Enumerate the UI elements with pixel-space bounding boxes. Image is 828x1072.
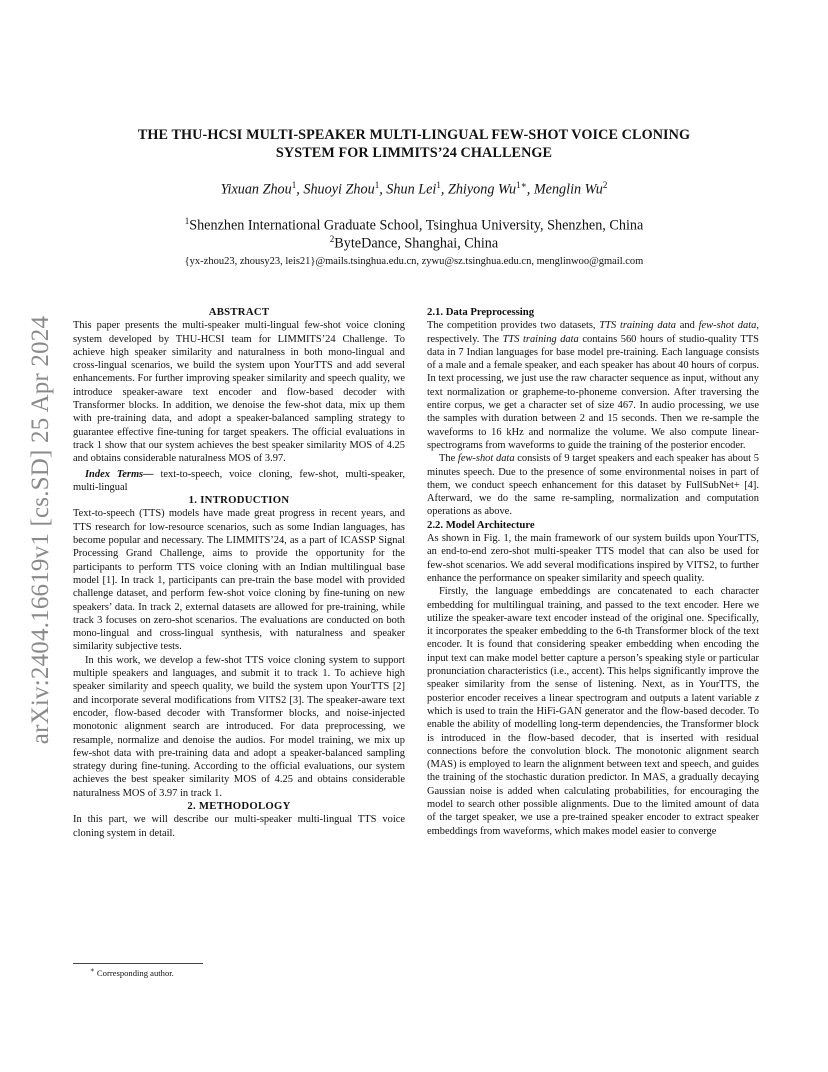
- dataset-name: few-shot data: [457, 453, 515, 465]
- affiliation-1: [74, 216, 754, 235]
- dataset-name: TTS training data: [502, 333, 579, 345]
- methodology-heading: 2. METHODOLOGY: [187, 799, 291, 812]
- author-mark: 1∗: [516, 180, 527, 190]
- index-terms: [73, 468, 405, 495]
- author-emails: {yx-zhou23, zhousy23, leis21}@mails.tsinghua.edu.cn, zywu@sz.tsinghua.edu.cn, menglinwoo@gmail.com: [184, 256, 644, 267]
- author-list: Yixuan Zhou$^1$, Shuoyi Zhou$^1$, Shun Lei$^1$, Zhiyong $Wu^{1∗}$, Menglin Wu$^2$: [220, 180, 608, 198]
- arxiv-id[interactable]: arXiv:2404.16619v1 [cs.SD] 25 Apr 2024: [27, 315, 54, 745]
- data-preprocessing-paragraph: [427, 452, 759, 518]
- abstract-heading: ABSTRACT: [208, 306, 270, 318]
- affiliation-mark: 1: [184, 216, 190, 226]
- intro-paragraph: Text-to-speech (TTS) models have made great progress in recent years, and TTS research for low-resource scenarios, such as some Indian languages, has become popular and necessary. The LIMMITS’24, as a part of ICASSP Signal Processing Grand Challenge, aims to provide the opportunity for the participants to perform TTS voice cloning with an Indian multilingual base model [1]. In track 1, participants can pre-train the base model with provided challenge dataset, and perform few-shot voice cloning by fine-tuning on new speakers’ data. In track 2, external datasets are allowed for pre-training, while track 3 focuses on zero-shot scenarios. The evaluations are conducted on both mono-lingual and cross-lingual synthesis, with naturalness and speaker similarity subjective tests.: [73, 508, 405, 653]
- affiliation-2: [74, 234, 754, 253]
- index-terms-text: text-to-speech, voice cloning, few-shot, multi-speaker, multi-lingual: [73, 468, 405, 493]
- affiliation-text: ByteDance, Shanghai, China: [334, 235, 499, 252]
- data-preprocessing-paragraph: [427, 319, 759, 452]
- model-architecture-heading: 2.2. Model Architecture: [427, 518, 535, 531]
- model-architecture-paragraph: [427, 585, 759, 838]
- footnote-mark: ∗: [90, 966, 95, 974]
- footnote-rule: [73, 963, 203, 964]
- footnote: [90, 966, 174, 978]
- data-preprocessing-heading: 2.1. Data Preprocessing: [427, 306, 535, 318]
- intro-paragraph: In this work, we develop a few-shot TTS voice cloning system to support multiple speakers and languages, and submit it to track 1. To achieve high speaker similarity and speech quality, we build the system upon YourTTS [2] and incorporate several modifications from VITS2 [3]. The speaker-aware text encoder, flow-based decoder with Transformer blocks, and noise-injected monotonic alignment search are introduced. For data preprocessing, we resample, normalize and denoise the audios. For model training, we mix up few-shot data with pre-training data and adopt a speaker-balanced sampling strategy during fine-tuning. According to the official evaluations, our system achieves the best speaker similarity MOS of 4.25 and obtains considerable naturalness MOS of 3.97 in track 1.: [73, 654, 405, 799]
- affiliation-mark: 2: [329, 234, 335, 244]
- model-architecture-paragraph: As shown in Fig. 1, the main framework of our system builds upon YourTTS, an end-to-end zero-shot multi-speaker TTS model that can also be used for few-shot scenarios. We add several modifications inspired by VITS2, to further enhance the performance on speaker similarity and speech quality.: [427, 533, 759, 584]
- text-run: contains 560 hours of studio-quality TTS data in 7 Indian languages for base model pre-training. Each language consists of a male and a female speaker, and each speaker has about 40 hours of corpus. In text processing, we just use the raw character sequence as input, without any text normalization or grapheme-to-phoneme conversion. After traversing the entire corpus, we get a character set of size 467. In audio processing, we use the samples with duration between 2 and 15 seconds. Then we re-sample the waveforms to 16 kHz and normalize the volume. We also compute linear-spectrograms from waveforms to guide the training of the posterior encoder.: [427, 333, 759, 451]
- author: Shun Lei: [386, 181, 437, 198]
- text-run: and: [675, 320, 699, 332]
- abstract-text: This paper presents the multi-speaker multi-lingual few-shot voice cloning system developed by THU-HCSI team for LIMMITS’24 Challenge. To achieve high speaker similarity and naturalness in both mono-lingual and cross-lingual scenarios, we build the system upon YourTTS and add several enhancements. For further improving speaker similarity and speech quality, we introduce speaker-aware text encoder and flow-based decoder with Transformer blocks. In addition, we denoise the few-shot data, mix up them with pre-training data, and adopt a speaker-balanced sampling strategy to guarantee effective fine-tuning for target speakers. The official evaluations in track 1 show that our system achieves the best speaker similarity MOS of 4.25 and obtains considerable naturalness MOS of 3.97.: [73, 320, 405, 465]
- paper-title: [74, 126, 754, 162]
- author-mark: 2: [602, 180, 608, 190]
- dataset-name: TTS training data: [599, 320, 676, 332]
- text-run: The: [439, 453, 458, 465]
- text-run: , respectively. The: [427, 320, 759, 345]
- dataset-name: few-shot data: [698, 320, 757, 332]
- methodology-paragraph: In this part, we will describe our multi-speaker multi-lingual TTS voice cloning system in detail.: [73, 814, 405, 839]
- intro-heading: 1. INTRODUCTION: [188, 494, 290, 507]
- text-run: The competition provides two datasets,: [427, 320, 600, 332]
- left-column: [73, 306, 405, 840]
- right-column: [427, 306, 759, 838]
- author: Menglin Wu: [533, 181, 603, 198]
- author-mark: 1: [436, 180, 441, 190]
- title-line-2: SYSTEM FOR LIMMITS’24 CHALLENGE: [275, 145, 553, 161]
- index-terms-label: Index Terms—: [85, 468, 154, 480]
- text-run: Firstly, the language embeddings are concatenated to each character embedding for multilingual training, and passed to the text encoder. Here we utilize the speaker-aware text encoder instead of the original one. Specifically, it incorporates the speaker embedding to the 6-th Transformer block of the text encoder. It is found that considering speaker embedding when encoding the input text can make model better capture a person’s speaking style or particular pronunciation characteristics (i.e., accent). This helps significantly improve the speaker similarity from the sense of listening. Next, as in YourTTS, the posterior encoder receives a linear spectrogram and outputs a latent variable: [427, 586, 759, 704]
- text-run: which is used to train the HiFi-GAN generator and the flow-based decoder. To enable the ability of modelling long-term dependencies, the Transformer block is introduced in the flow-based decoder, that is inserted with residual connections before the convolution block. The monotonic alignment search (MAS) is employed to learn the alignment between text and speech, and guides the training of the stochastic duration predictor. In MAS, a gradually decaying Gaussian noise is added when calculating probabilities, for encouraging the model to search other possible alignments. Due to the limited amount of data of the target speaker, we use a pre-trained speaker encoder to extract speaker embeddings from waveforms, which makes model easier to converge: [427, 705, 759, 837]
- footnote-text: Corresponding author.: [96, 967, 174, 978]
- author: Zhiyong Wu: [447, 181, 517, 198]
- text-run: consists of 9 target speakers and each speaker has about 5 minutes speech. Due to the presence of some environmental noises in part of them, we conduct speech enhancement for this dataset by FullSubNet+ [4]. Afterward, we do the same re-sampling, normalization and computation operations as above.: [427, 453, 759, 518]
- author: Shuoyi Zhou: [303, 181, 375, 198]
- author-mark: 1: [291, 180, 297, 190]
- author: Yixuan Zhou: [220, 181, 292, 198]
- arxiv-stamp: [22, 290, 60, 770]
- math-variable: z: [754, 692, 759, 704]
- author-mark: 1: [374, 180, 380, 190]
- affiliation-text: Shenzhen International Graduate School, Tsinghua University, Shenzhen, China: [189, 217, 644, 234]
- title-line-1: THE THU-HCSI MULTI-SPEAKER MULTI-LINGUAL FEW-SHOT VOICE CLONING: [137, 127, 691, 143]
